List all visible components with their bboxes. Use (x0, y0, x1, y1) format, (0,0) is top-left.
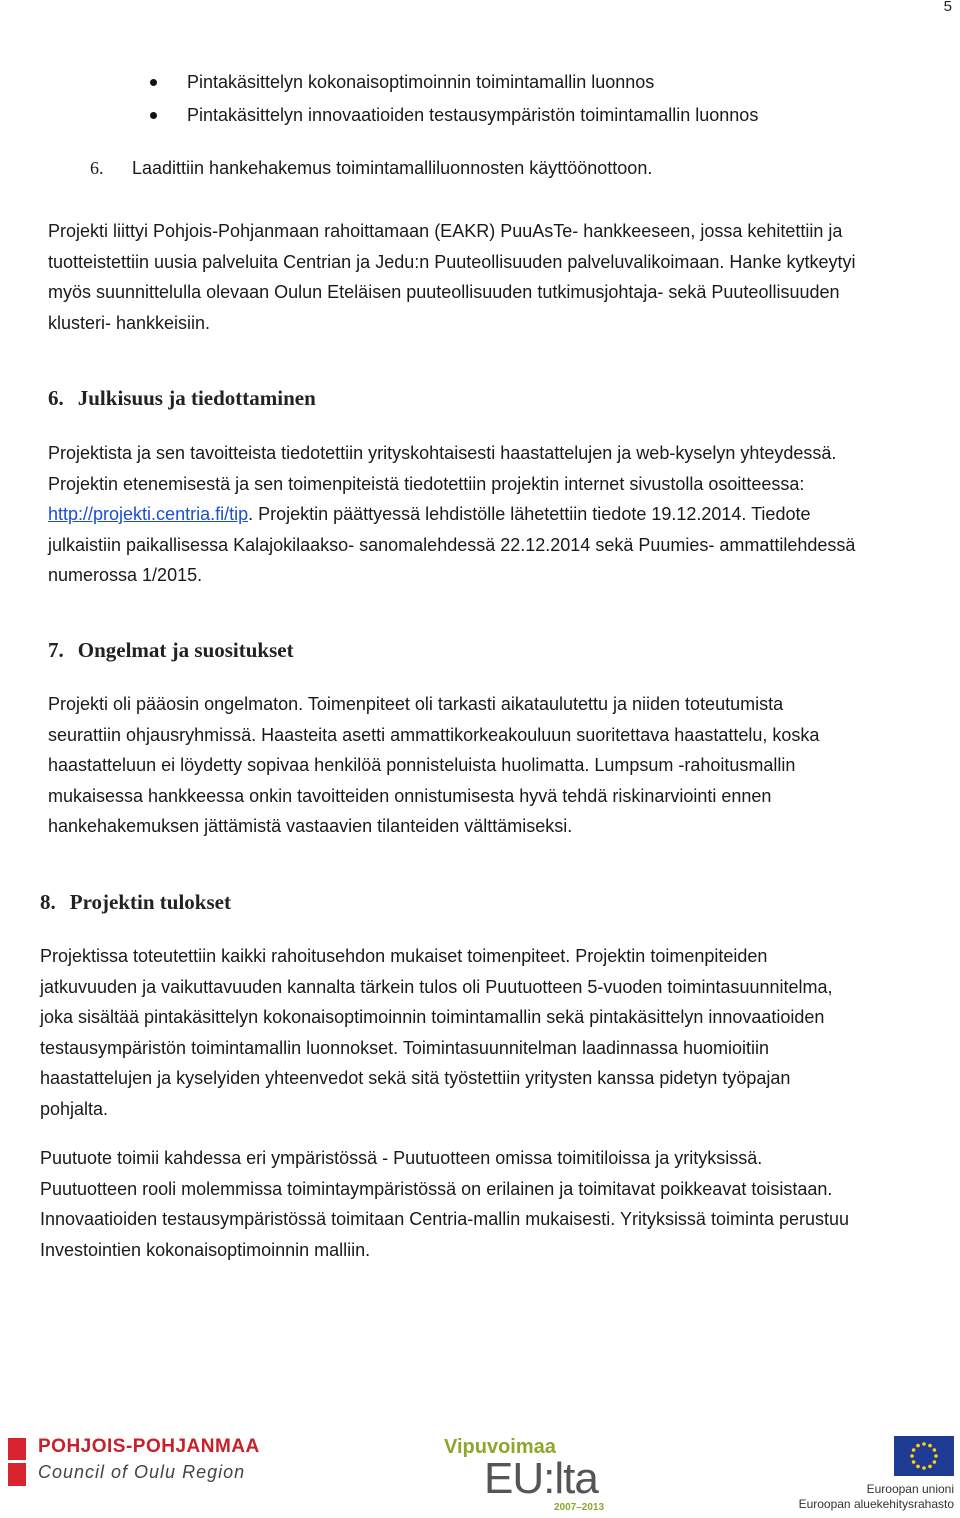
bullet-dot-icon (150, 79, 157, 86)
text-line: Projektin etenemisestä ja sen toimenpiteistä tiedotettiin projektin internet sivustolla osoitteessa: (48, 473, 805, 494)
paragraph-results-a (40, 941, 945, 1124)
vipuvoimaa-years: 2007–2013 (554, 1502, 605, 1513)
text-line (48, 499, 938, 530)
text-line: seurattiin ohjausryhmissä. Haasteita asetti ammattikorkeakouluun suoritettava haastattelu, koska (48, 724, 820, 745)
text-line: numerossa 1/2015. (48, 565, 203, 585)
text-line: pohjalta. (40, 1098, 109, 1119)
section-heading-8 (40, 890, 231, 915)
text-line: Puutuotteen rooli molemmissa toimintaympäristössä on erilainen ja toimitavat poikkeavat toisistaan. (40, 1178, 833, 1199)
text-line: jatkuvuuden ja vaikuttavuuden kannalta tärkein tulos oli Puutuotteen 5-vuoden toimintasuunnitelma, (40, 976, 833, 997)
text-line: Projektista ja sen tavoitteista tiedotettiin yrityskohtaisesti haastattelujen ja web-kyselyn yhteydessä. (48, 443, 837, 463)
text-line: Projekti oli pääosin ongelmaton. Toimenpiteet oli tarkasti aikataulutettu ja niiden toteutumista (48, 694, 784, 714)
pp-logo-subtitle: Council of Oulu Region (38, 1462, 246, 1482)
paragraph-project-link (48, 216, 938, 338)
bullet-list (150, 66, 910, 132)
text-line: myös suunnittelulla olevaan Oulun Eteläisen puuteollisuuden tutkimusjohtaja- sekä Puuteollisuuden (48, 282, 840, 302)
section-title: Projektin tulokset (69, 890, 231, 914)
vipuvoimaa-logo (444, 1436, 614, 1514)
vipuvoimaa-top-text: Vipuvoimaa (444, 1436, 556, 1458)
numbered-item-text: Laadittiin hankehakemus toimintamalliluonnosten käyttöönottoon. (132, 158, 653, 178)
text-line: klusteri- hankkeisiin. (48, 312, 211, 333)
text-line: mukaisessa hankkeessa onkin tavoitteiden onnistumisesta hyvä tehdä riskinarviointi ennen (48, 785, 772, 806)
eu-line-1: Euroopan unioni (866, 1482, 954, 1496)
section-title: Ongelmat ja suositukset (77, 638, 294, 662)
text-line: joka sisältää pintakäsittelyn kokonaisoptimoinnin toimintamallin sekä pintakäsittelyn innovaatioiden (40, 1007, 825, 1027)
text-line: hankehakemuksen jättämistä vastaavien tilanteiden välttämiseksi. (48, 816, 573, 836)
pohjois-pohjanmaa-logo (8, 1436, 268, 1496)
section-number: 8. (40, 890, 56, 914)
project-website-link[interactable]: http://projekti.centria.fi/tip (48, 504, 249, 524)
section-title: Julkisuus ja tiedottaminen (77, 386, 316, 410)
bullet-text: Pintakäsittelyn innovaatioiden testausympäristön toimintamallin luonnos (187, 105, 759, 125)
text-line: haastattelujen ja kyselyiden yhteenvedot sekä sitä työstettiin yritysten kanssa pidetyn työpajan (40, 1068, 791, 1088)
numbered-item-number: 6. (90, 158, 104, 178)
eu-fund-text (799, 1482, 954, 1512)
text-line: Projekti liittyi Pohjois-Pohjanmaan rahoittamaan (EAKR) PuuAsTe- hankkeeseen, jossa kehitettiin ja (48, 221, 843, 241)
pp-logo-title: POHJOIS-POHJANMAA (38, 1436, 260, 1457)
text-line: haastatteluun ei löydetty sopivaa henkilöä ponnisteluista huolimatta. Lumpsum -rahoitusmallin (48, 755, 796, 775)
eu-line-2: Euroopan aluekehitysrahasto (798, 1497, 954, 1511)
eu-fund-logo (800, 1436, 958, 1514)
bullet-text: Pintakäsittelyn kokonaisoptimoinnin toimintamallin luonnos (187, 72, 655, 92)
vipuvoimaa-main-text: EU:lta (484, 1454, 598, 1503)
text-line: Projektissa toteutettiin kaikki rahoitusehdon mukaiset toimenpiteet. Projektin toimenpiteiden (40, 946, 768, 966)
eu-flag-icon (894, 1436, 954, 1476)
bullet-item (150, 66, 910, 99)
pp-mark-icon (8, 1438, 26, 1486)
paragraph-results-b (40, 1143, 945, 1265)
bullet-dot-icon (150, 112, 157, 119)
text-line: Innovaatioiden testausympäristössä toimitaan Centria-mallin mukaisesti. Yrityksissä toiminta perustuu (40, 1209, 850, 1229)
bullet-item (150, 99, 910, 132)
numbered-item (90, 158, 652, 179)
eu-stars-icon (894, 1436, 954, 1476)
paragraph-problems (48, 689, 928, 842)
text-line: Investointien kokonaisoptimoinnin malliin. (40, 1239, 371, 1260)
page-number: 5 (943, 0, 952, 15)
text-fragment: . Projektin päättyessä lehdistölle lähetettiin tiedote 19.12.2014. Tiedote (248, 504, 811, 524)
section-number: 6. (48, 386, 64, 410)
section-heading-6 (48, 386, 316, 411)
section-heading-7 (48, 638, 294, 663)
paragraph-publicity (48, 438, 938, 591)
text-line: Puutuote toimii kahdessa eri ympäristössä - Puutuotteen omissa toimitiloissa ja yrityksissä. (40, 1148, 763, 1168)
text-line: julkaistiin paikallisessa Kalajokilaakso- sanomalehdessä 22.12.2014 sekä Puumies- ammattilehdessä (48, 534, 856, 555)
section-number: 7. (48, 638, 64, 662)
text-line: testausympäristön toimintamallin luonnokset. Toimintasuunnitelman laadinnassa huomioitiin (40, 1037, 770, 1058)
text-line: tuotteistettiin uusia palveluita Centrian ja Jedu:n Puuteollisuuden palveluvalikoimaan. Hanke kytkeytyi (48, 251, 856, 272)
